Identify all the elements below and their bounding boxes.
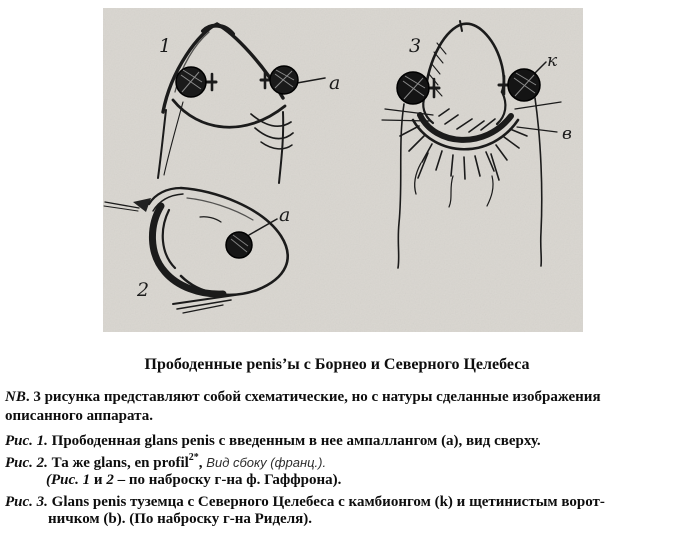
nb-label: NB — [5, 389, 26, 405]
figure-caption-title: Прободенные penis’ы с Борнео и Северного Целебеса — [144, 356, 530, 373]
anatomical-sketches — [103, 8, 583, 332]
sketch1-number-label: 1 — [159, 35, 172, 57]
fig3-caption-line1 — [5, 494, 605, 511]
note-num-italic: 2 — [106, 472, 114, 488]
sketch3-v-label: в — [562, 124, 572, 144]
sketch2-a-label: a — [279, 204, 291, 226]
fig2-caption-label: Рис. 2. — [5, 455, 48, 471]
fig2-caption — [5, 452, 327, 472]
fig2-separator: , — [198, 455, 207, 471]
fig3-caption-text: Glans penis туземца с Северного Целебеса с камбионгом (k) и щетинистым ворот- — [47, 494, 605, 510]
figure-scan — [103, 8, 583, 332]
sketch2-ampallang-ball — [226, 232, 252, 258]
note-figref-italic: (Рис. 1 — [46, 472, 91, 488]
sketch3-k-label: к — [547, 51, 558, 71]
sketch3-number-label: 3 — [409, 35, 422, 57]
fig2-caption-text: Та же glans, en profil — [47, 455, 189, 471]
nb-text: . 3 рисунка представляют собой схематические, но с натуры сделанные изображения — [25, 389, 601, 405]
fig1-2-source-note — [46, 472, 341, 489]
sketch2-number-label: 2 — [137, 279, 150, 301]
fig1-caption — [5, 433, 541, 450]
fig2-footnote-marker: 2* — [188, 452, 199, 463]
fig2-translation-note: Вид сбоку (франц.). — [206, 455, 327, 470]
fig1-caption-text: Прободенная glans penis с введенным в нее ампаллангом (а), вид сверху. — [47, 433, 541, 449]
fig1-caption-label: Рис. 1. — [5, 433, 48, 449]
note-rest: – по наброску г-на ф. Гаффрона). — [113, 472, 342, 488]
fig3-caption-label: Рис. 3. — [5, 494, 48, 510]
nb-paragraph-line2: описанного аппарата. — [5, 408, 153, 424]
nb-paragraph-line1 — [5, 389, 601, 406]
fig3-caption-line2: ничком (b). (По наброску г-на Риделя). — [48, 511, 312, 527]
sketch1-a-label: a — [329, 72, 341, 94]
note-mid: и — [90, 472, 107, 488]
